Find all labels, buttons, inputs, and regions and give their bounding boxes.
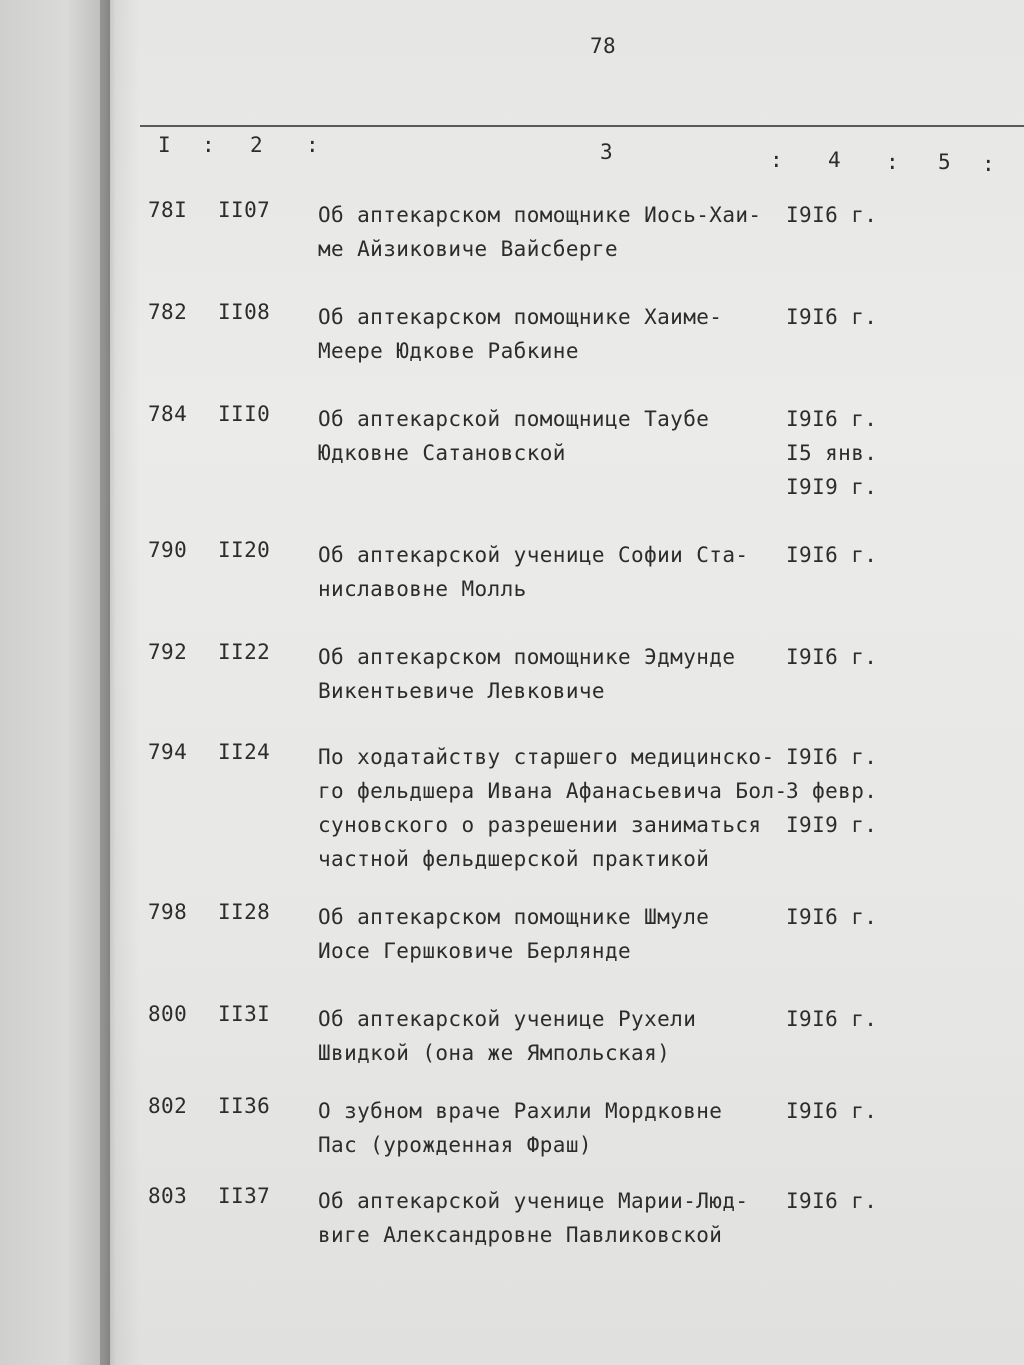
entry-date-line: I9I6 г. <box>786 905 878 929</box>
entry-date-line: I9I6 г. <box>786 1099 878 1123</box>
entry-title-line: ниславовне Молль <box>318 577 527 601</box>
entry-date <box>786 402 877 504</box>
entry-title-line: Об аптекарском помощнике Хаиме- <box>318 305 723 329</box>
entry-date-line: I9I6 г. <box>786 645 878 669</box>
entry-title-line: Об аптекарской ученице Марии-Люд- <box>318 1189 749 1213</box>
entry-date <box>786 1184 877 1218</box>
entry-date <box>786 640 877 674</box>
entry-date-line: I9I6 г. <box>786 305 878 329</box>
entry-title-line: го фельдшера Ивана Афанасьевича Бол- <box>318 779 788 803</box>
entry-date-line: I9I6 г. <box>786 203 878 227</box>
entry-title-line: Об аптекарской помощнице Таубе <box>318 407 710 431</box>
header-col-3: 3 <box>600 140 614 164</box>
entry-number: 790 <box>148 538 188 562</box>
entry-number: 784 <box>148 402 188 426</box>
table-header-top-rule <box>140 125 1024 127</box>
entry-number: 800 <box>148 1002 188 1026</box>
entry-title-line: Швидкой (она же Ямпольская) <box>318 1041 671 1065</box>
entry-title-line: Юдковне Сатановской <box>318 441 566 465</box>
entry-date <box>786 1002 877 1036</box>
entry-date-line: I5 янв. <box>786 441 878 465</box>
left-page-edge <box>0 0 110 1365</box>
header-separator: : <box>982 152 996 176</box>
header-col-2: 2 <box>250 133 264 157</box>
entry-title-line: суновского о разрешении заниматься <box>318 813 762 837</box>
entry-title-line: По ходатайству старшего медицинско- <box>318 745 775 769</box>
entry-date <box>786 538 877 572</box>
header-col-4: 4 <box>828 148 842 172</box>
entry-title-line: Иосе Гершковиче Берлянде <box>318 939 632 963</box>
entry-title-line: Пас (урожденная Фраш) <box>318 1133 592 1157</box>
entry-title <box>318 1002 696 1070</box>
entry-title-line: Об аптекарском помощнике Иось-Хаи- <box>318 203 762 227</box>
header-col-1: I <box>158 133 172 157</box>
entry-archive-number: II08 <box>218 300 271 324</box>
entry-archive-number: II3I <box>218 1002 271 1026</box>
entry-date <box>786 198 877 232</box>
entry-date-line: I9I6 г. <box>786 543 878 567</box>
header-separator: : <box>306 133 320 157</box>
entry-date <box>786 1094 877 1128</box>
entry-title-line: Викентьевиче Левковиче <box>318 679 605 703</box>
page-number: 78 <box>590 34 617 58</box>
entry-archive-number: II36 <box>218 1094 271 1118</box>
entry-date-line: I9I6 г. <box>786 407 878 431</box>
binding-fold-shadow <box>100 0 140 1365</box>
header-col-5: 5 <box>938 150 952 174</box>
entry-number: 803 <box>148 1184 188 1208</box>
entry-title <box>318 198 761 266</box>
entry-number: 782 <box>148 300 188 324</box>
entry-date-line: I9I6 г. <box>786 1007 878 1031</box>
entry-number: 794 <box>148 740 188 764</box>
header-separator: : <box>770 148 784 172</box>
entry-title <box>318 740 788 876</box>
document-page <box>110 0 1024 1365</box>
entry-number: 802 <box>148 1094 188 1118</box>
entry-number: 798 <box>148 900 188 924</box>
entry-title-line: ме Айзиковиче Вайсберге <box>318 237 618 261</box>
entry-title <box>318 900 709 968</box>
entry-title <box>318 300 722 368</box>
entry-date-line: I9I6 г. <box>786 745 878 769</box>
header-separator: : <box>886 150 900 174</box>
entry-archive-number: II07 <box>218 198 271 222</box>
entry-title <box>318 640 735 708</box>
entry-date <box>786 740 877 842</box>
entry-title-line: О зубном враче Рахили Мордковне <box>318 1099 723 1123</box>
entry-title <box>318 538 748 606</box>
entry-date <box>786 900 877 934</box>
entry-date-line: I9I6 г. <box>786 1189 878 1213</box>
entry-number: 78I <box>148 198 188 222</box>
entry-title <box>318 1184 748 1252</box>
entry-archive-number: II20 <box>218 538 271 562</box>
entry-number: 792 <box>148 640 188 664</box>
entry-title-line: Об аптекарской ученице Софии Ста- <box>318 543 749 567</box>
entry-title-line: частной фельдшерской практикой <box>318 847 710 871</box>
entry-title <box>318 1094 722 1162</box>
entry-title <box>318 402 709 470</box>
entry-archive-number: II24 <box>218 740 271 764</box>
entry-archive-number: II28 <box>218 900 271 924</box>
entry-archive-number: II37 <box>218 1184 271 1208</box>
entry-title-line: Об аптекарском помощнике Эдмунде <box>318 645 736 669</box>
entry-date-line: 3 февр. <box>786 779 878 803</box>
entry-archive-number: III0 <box>218 402 271 426</box>
entry-date <box>786 300 877 334</box>
entry-title-line: Об аптекарском помощнике Шмуле <box>318 905 710 929</box>
entry-date-line: I9I9 г. <box>786 813 878 837</box>
entry-title-line: Меере Юдкове Рабкине <box>318 339 579 363</box>
header-separator: : <box>202 133 216 157</box>
entry-title-line: виге Александровне Павликовской <box>318 1223 723 1247</box>
entry-title-line: Об аптекарской ученице Рухели <box>318 1007 697 1031</box>
entry-archive-number: II22 <box>218 640 271 664</box>
entry-date-line: I9I9 г. <box>786 475 878 499</box>
